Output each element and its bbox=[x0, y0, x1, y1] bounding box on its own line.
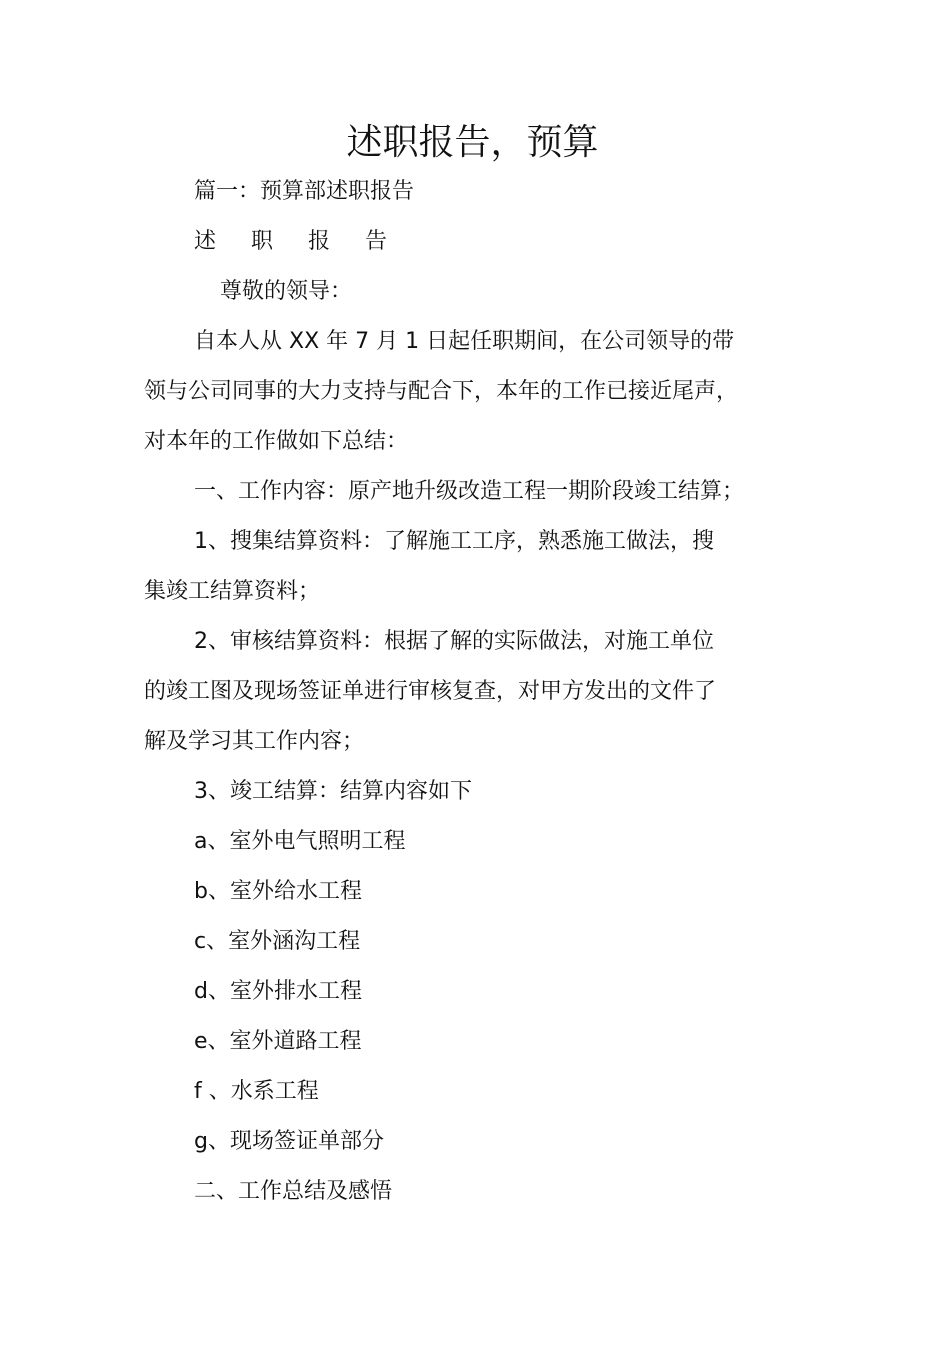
paragraph-line: 3、竣工结算：结算内容如下 bbox=[194, 779, 472, 804]
list-item: a、室外电气照明工程 bbox=[194, 829, 406, 854]
list-item: f 、水系工程 bbox=[194, 1079, 319, 1104]
list-item: c、室外涵沟工程 bbox=[194, 929, 361, 954]
document-title: 述职报告，预算 bbox=[346, 122, 599, 163]
paragraph-line: 集竣工结算资料； bbox=[144, 579, 321, 604]
paragraph-line: 自本人从 XX 年 7 月 1 日起任职期间，在公司领导的带 bbox=[194, 329, 735, 354]
paragraph-line: 领与公司同事的大力支持与配合下，本年的工作已接近尾声， bbox=[144, 379, 739, 404]
paragraph-line: 2、审核结算资料：根据了解的实际做法，对施工单位 bbox=[194, 629, 714, 654]
paragraph-line: 的竣工图及现场签证单进行审核复查，对甲方发出的文件了 bbox=[144, 679, 717, 704]
section-heading: 篇一：预算部述职报告 bbox=[194, 179, 415, 204]
list-item: e、室外道路工程 bbox=[194, 1029, 362, 1054]
report-heading: 述 职 报 告 bbox=[194, 229, 401, 254]
paragraph-line: 一、工作内容：原产地升级改造工程一期阶段竣工结算； bbox=[194, 479, 745, 504]
section-heading: 二、工作总结及感悟 bbox=[194, 1179, 393, 1204]
list-item: b、室外给水工程 bbox=[194, 879, 362, 904]
list-item: d、室外排水工程 bbox=[194, 979, 362, 1004]
paragraph-line: 1、搜集结算资料：了解施工工序，熟悉施工做法，搜 bbox=[194, 529, 714, 554]
salutation: 尊敬的领导： bbox=[220, 279, 353, 304]
paragraph-line: 对本年的工作做如下总结： bbox=[144, 429, 409, 454]
paragraph-line: 解及学习其工作内容； bbox=[144, 729, 365, 754]
list-item: g、现场签证单部分 bbox=[194, 1129, 384, 1154]
